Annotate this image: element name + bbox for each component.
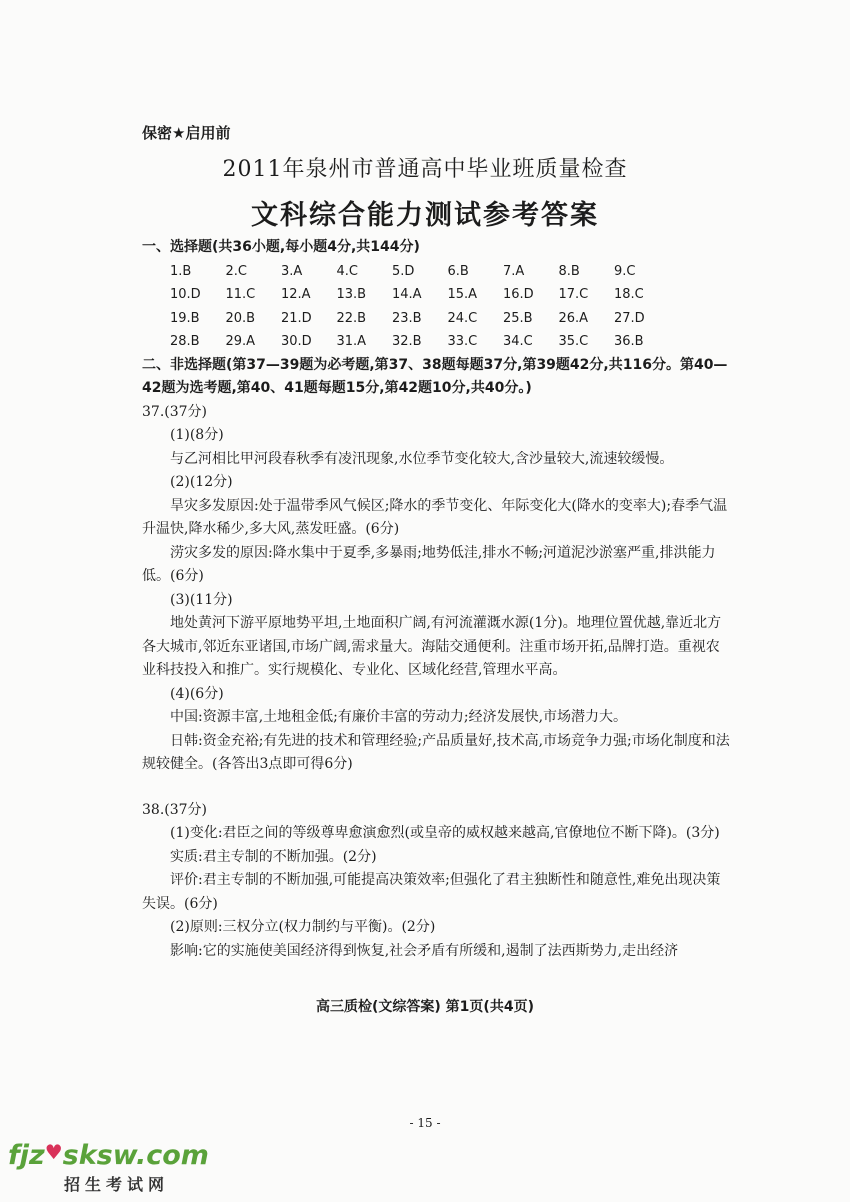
q37-part2-drought: 旱灾多发原因:处于温带季风气候区;降水的季节变化、年际变化大(降水的变率大);春季气温升温快,降水稀少,多大风,蒸发旺盛。(6分) <box>142 497 728 537</box>
q37-part2-flood: 涝灾多发的原因:降水集中于夏季,多暴雨;地势低洼,排水不畅;河道泥沙淤塞严重,排洪能力低。(6分) <box>142 544 716 584</box>
answer-content <box>142 236 732 963</box>
choice-answer: 25.B <box>503 310 533 326</box>
choice-answer: 10.D <box>170 287 201 302</box>
q37-part1-label: (1)(8分) <box>170 427 224 443</box>
q38-part1-evaluation: 评价:君主专制的不断加强,可能提高决策效率;但强化了君主独断性和随意性,难免出现决策失误。(6分) <box>142 872 721 912</box>
choice-answer: 20.B <box>225 310 256 326</box>
choice-answer: 32.B <box>392 334 422 349</box>
answer-key-title: 文科综合能力测试参考答案 <box>251 200 599 231</box>
q37-part3-text: 地处黄河下游平原地势平坦,土地面积广阔,有河流灌溉水源(1分)。地理位置优越,靠近北方各大城市,邻近东亚诸国,市场广阔,需求量大。海陆交通便利。注重市场开拓,品牌打造。重视农业科技投入和推广。实行规模化、专业化、区域化经营,管理水平高。 <box>142 615 722 678</box>
choice-answers-grid <box>142 260 732 354</box>
page-number: - 15 - <box>409 1116 441 1130</box>
choice-answer: 23.B <box>392 310 422 326</box>
heart-icon: ♥ <box>44 1140 63 1164</box>
choice-answer: 13.B <box>336 287 367 302</box>
q38-part1-essence: 实质:君主专制的不断加强。(2分) <box>170 848 377 865</box>
q37-title: 37.(37分) <box>142 403 208 420</box>
choice-answer: 19.B <box>170 310 200 326</box>
choice-answer: 35.C <box>558 334 589 349</box>
choice-answer: 18.C <box>614 287 644 302</box>
section2-heading: 二、非选择题(第37—39题为必考题,第37、38题每题37分,第39题42分,共116分。第40—42题为选考题,第40、41题每题15分,第42题10分,共40分。) <box>142 356 728 396</box>
choice-answer: 16.D <box>503 287 534 302</box>
choice-answer: 31.A <box>336 334 367 349</box>
choice-answer: 22.B <box>336 310 367 326</box>
choice-answer: 36.B <box>614 334 644 349</box>
choice-answer: 29.A <box>225 334 256 349</box>
q37-part4-japan-korea: 日韩:资金充裕;有先进的技术和管理经验;产品质量好,技术高,市场竞争力强;市场化制度和法规较健全。(各答出3点即可得6分) <box>142 732 730 772</box>
q38-part2-principle: (2)原则:三权分立(权力制约与平衡)。(2分) <box>170 919 436 935</box>
choice-answer: 15.A <box>447 287 478 302</box>
confidential-label: 保密★启用前 <box>142 124 231 142</box>
choice-answer: 11.C <box>225 287 256 302</box>
watermark-logo-suffix: sksw.com <box>62 1140 209 1171</box>
choice-answer: 14.A <box>392 287 422 302</box>
choice-answer: 30.D <box>281 334 312 349</box>
choice-answer: 5.D <box>392 263 415 279</box>
choice-answer: 7.A <box>503 263 525 279</box>
choice-answer: 34.C <box>503 334 533 349</box>
q38-part2-impact: 影响:它的实施使美国经济得到恢复,社会矛盾有所缓和,遏制了法西斯势力,走出经济 <box>170 942 679 959</box>
choice-answer: 27.D <box>614 310 645 326</box>
watermark-logo-prefix: fjz <box>8 1140 45 1171</box>
choice-answer: 8.B <box>558 263 580 279</box>
page-footer: 高三质检(文综答案) 第1页(共4页) <box>316 999 534 1015</box>
q37-part2-label: (2)(12分) <box>170 474 233 490</box>
choice-answer: 33.C <box>447 334 478 349</box>
choice-answer: 17.C <box>558 287 589 302</box>
choice-answer: 2.C <box>225 263 247 279</box>
choice-answer: 9.C <box>614 263 636 279</box>
choice-answer: 4.C <box>336 263 358 279</box>
choice-answer: 21.D <box>281 310 312 326</box>
q38-title: 38.(37分) <box>142 801 208 818</box>
exam-title: 2011年泉州市普通高中毕业班质量检查 <box>222 157 628 182</box>
choice-answer: 24.C <box>447 310 478 326</box>
q37-part3-label: (3)(11分) <box>170 591 233 608</box>
q37-part1-text: 与乙河相比甲河段春秋季有凌汛现象,水位季节变化较大,含沙量较大,流速较缓慢。 <box>170 450 674 467</box>
q37-part4-label: (4)(6分) <box>170 685 224 702</box>
watermark-logo <box>8 1140 209 1171</box>
choice-answer: 1.B <box>170 263 192 279</box>
q37-part4-china: 中国:资源丰富,土地租金低;有廉价丰富的劳动力;经济发展快,市场潜力大。 <box>170 709 628 725</box>
section1-heading: 一、选择题(共36小题,每小题4分,共144分) <box>142 239 420 255</box>
choice-answer: 12.A <box>281 287 311 302</box>
q38-part1-change: (1)变化:君臣之间的等级尊卑愈演愈烈(或皇帝的威权越来越高,官僚地位不断下降)。(3分) <box>170 825 720 841</box>
watermark-subtitle: 招生考试网 <box>64 1175 170 1194</box>
spacer <box>142 777 732 799</box>
choice-answer: 6.B <box>447 263 469 279</box>
choice-answer: 28.B <box>170 334 200 349</box>
choice-answer: 3.A <box>281 263 303 279</box>
choice-answer: 26.A <box>558 310 589 326</box>
